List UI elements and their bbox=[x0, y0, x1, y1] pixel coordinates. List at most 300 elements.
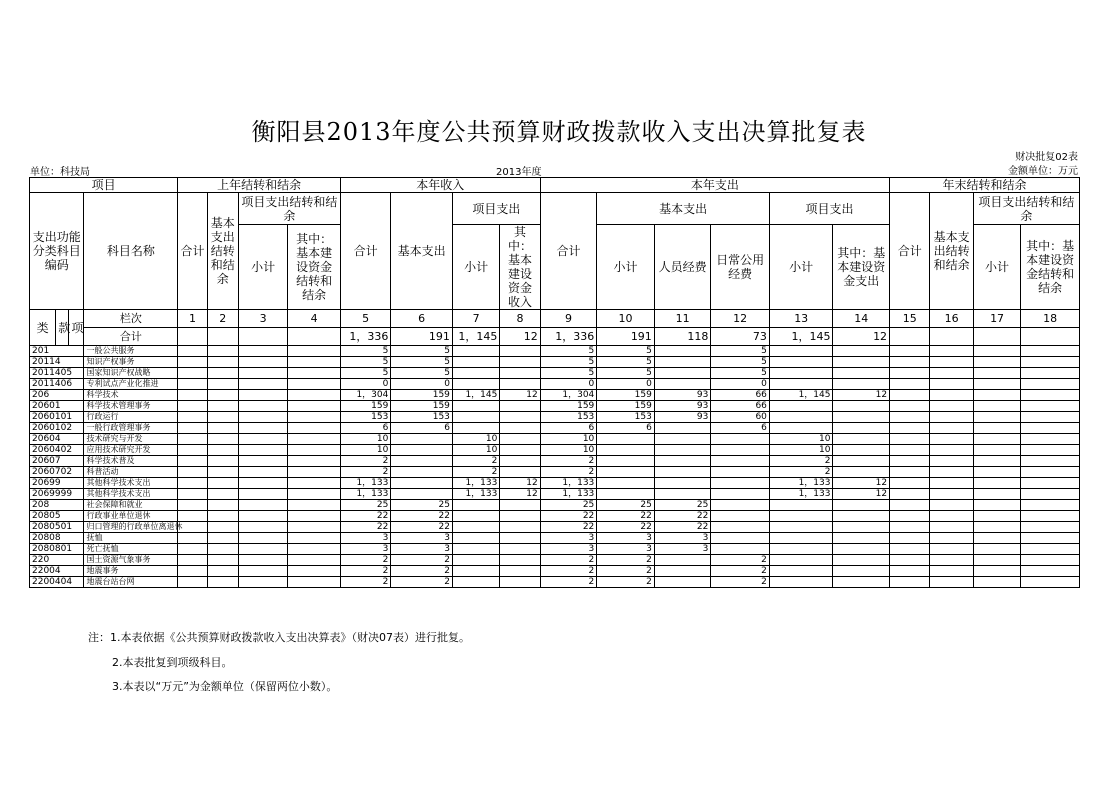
row-cell bbox=[500, 423, 540, 434]
row-cell bbox=[238, 368, 287, 379]
table-row bbox=[30, 423, 1080, 434]
row-cell bbox=[391, 456, 453, 467]
header-prev-balance: 上年结转和结余 bbox=[178, 178, 341, 193]
table-row bbox=[30, 346, 1080, 357]
row-cell bbox=[238, 555, 287, 566]
row-code: 206 bbox=[30, 390, 84, 401]
row-cell bbox=[973, 434, 1020, 445]
row-cell: 1，133 bbox=[540, 489, 597, 500]
row-cell: 153 bbox=[391, 412, 453, 423]
row-cell bbox=[452, 544, 499, 555]
row-cell: 22 bbox=[391, 511, 453, 522]
row-cell bbox=[238, 379, 287, 390]
row-cell bbox=[930, 555, 973, 566]
row-cell bbox=[597, 434, 655, 445]
row-cell bbox=[391, 434, 453, 445]
column-number-row bbox=[30, 310, 1080, 328]
row-cell bbox=[178, 434, 207, 445]
row-cell bbox=[452, 368, 499, 379]
header-personnel: 人员经费 bbox=[654, 225, 711, 310]
row-cell bbox=[452, 522, 499, 533]
page-title: 衡阳县2013年度公共预算财政拨款收入支出决算批复表 bbox=[251, 118, 867, 146]
row-cell: 22 bbox=[391, 522, 453, 533]
row-code: 2200404 bbox=[30, 577, 84, 588]
row-cell bbox=[391, 445, 453, 456]
row-code: 2060702 bbox=[30, 467, 84, 478]
row-cell: 93 bbox=[654, 412, 711, 423]
row-cell bbox=[207, 423, 238, 434]
table-row bbox=[30, 368, 1080, 379]
col-number: 1 bbox=[178, 310, 207, 328]
header-proj-balance-end: 项目支出结转和结余 bbox=[973, 193, 1079, 225]
total-cell bbox=[930, 328, 973, 346]
total-cell bbox=[890, 328, 930, 346]
row-cell bbox=[178, 555, 207, 566]
row-cell bbox=[654, 566, 711, 577]
row-subject-name: 社会保障和就业 bbox=[84, 500, 178, 511]
row-cell: 2 bbox=[340, 456, 390, 467]
row-cell: 2 bbox=[540, 555, 597, 566]
row-cell bbox=[654, 368, 711, 379]
row-cell: 10 bbox=[769, 434, 833, 445]
row-cell bbox=[769, 577, 833, 588]
row-cell bbox=[890, 522, 930, 533]
row-cell bbox=[500, 346, 540, 357]
row-cell: 2 bbox=[540, 577, 597, 588]
row-cell bbox=[654, 346, 711, 357]
total-cell: 1，336 bbox=[340, 328, 390, 346]
total-cell bbox=[238, 328, 287, 346]
row-subject-name: 科学技术普及 bbox=[84, 456, 178, 467]
row-cell bbox=[238, 445, 287, 456]
row-cell: 22 bbox=[597, 511, 655, 522]
row-subject-name: 地震台站台网 bbox=[84, 577, 178, 588]
row-cell bbox=[288, 412, 341, 423]
row-cell bbox=[973, 379, 1020, 390]
row-cell bbox=[288, 401, 341, 412]
total-cell: 12 bbox=[500, 328, 540, 346]
header-total-prev: 合计 bbox=[178, 193, 207, 310]
row-cell bbox=[597, 489, 655, 500]
row-cell bbox=[833, 522, 890, 533]
row-cell: 5 bbox=[540, 346, 597, 357]
total-row bbox=[30, 328, 1080, 346]
row-cell bbox=[654, 357, 711, 368]
row-cell bbox=[833, 401, 890, 412]
row-cell bbox=[452, 346, 499, 357]
total-cell bbox=[178, 328, 207, 346]
row-cell bbox=[238, 544, 287, 555]
row-cell bbox=[930, 577, 973, 588]
row-cell bbox=[930, 533, 973, 544]
row-code: 201 bbox=[30, 346, 84, 357]
row-code: 2080801 bbox=[30, 544, 84, 555]
row-cell bbox=[288, 533, 341, 544]
row-cell bbox=[288, 555, 341, 566]
row-cell bbox=[500, 434, 540, 445]
note-3: 3.本表以“万元”为金额单位（保留两位小数）。 bbox=[112, 680, 338, 693]
row-cell: 1，304 bbox=[540, 390, 597, 401]
row-cell bbox=[769, 511, 833, 522]
row-cell: 5 bbox=[391, 357, 453, 368]
table-row bbox=[30, 544, 1080, 555]
row-cell bbox=[207, 368, 238, 379]
row-cell bbox=[833, 467, 890, 478]
row-cell bbox=[288, 522, 341, 533]
total-label: 合计 bbox=[84, 328, 178, 346]
row-cell bbox=[833, 434, 890, 445]
row-cell: 66 bbox=[711, 390, 770, 401]
row-cell bbox=[654, 577, 711, 588]
row-cell bbox=[769, 346, 833, 357]
row-code: 2011406 bbox=[30, 379, 84, 390]
row-cell bbox=[500, 511, 540, 522]
row-cell bbox=[1021, 445, 1080, 456]
header-end-balance: 年末结转和结余 bbox=[890, 178, 1080, 193]
row-cell bbox=[178, 401, 207, 412]
row-cell: 2 bbox=[711, 555, 770, 566]
header-row-1 bbox=[30, 178, 1080, 193]
table-row bbox=[30, 467, 1080, 478]
header-capital-balance-end: 其中：基本建设资金结转和结余 bbox=[1021, 225, 1080, 310]
row-cell: 2 bbox=[452, 456, 499, 467]
row-cell bbox=[178, 423, 207, 434]
row-cell bbox=[930, 412, 973, 423]
total-cell: 73 bbox=[711, 328, 770, 346]
row-cell bbox=[930, 379, 973, 390]
row-cell bbox=[890, 544, 930, 555]
row-cell bbox=[1021, 566, 1080, 577]
row-cell bbox=[1021, 478, 1080, 489]
row-cell bbox=[452, 511, 499, 522]
total-cell: 118 bbox=[654, 328, 711, 346]
row-subject-name: 其他科学技术支出 bbox=[84, 478, 178, 489]
row-cell bbox=[207, 379, 238, 390]
header-func-code: 支出功能分类科目编码 bbox=[30, 193, 84, 310]
row-code: 20699 bbox=[30, 478, 84, 489]
row-cell: 2 bbox=[540, 456, 597, 467]
row-cell bbox=[890, 500, 930, 511]
row-cell: 5 bbox=[597, 368, 655, 379]
row-cell: 1，133 bbox=[540, 478, 597, 489]
row-cell: 22 bbox=[340, 511, 390, 522]
row-cell bbox=[654, 456, 711, 467]
row-cell: 1，133 bbox=[452, 478, 499, 489]
row-cell bbox=[973, 467, 1020, 478]
row-cell bbox=[178, 478, 207, 489]
row-cell bbox=[711, 434, 770, 445]
row-cell: 25 bbox=[597, 500, 655, 511]
year-label: 2013年度 bbox=[496, 167, 542, 178]
col-number: 17 bbox=[973, 310, 1020, 328]
row-code: 2011405 bbox=[30, 368, 84, 379]
table-row bbox=[30, 379, 1080, 390]
row-cell bbox=[238, 478, 287, 489]
header-basic-expense: 基本支出 bbox=[597, 193, 770, 225]
header-basic-balance-prev: 基本支出结转和结余 bbox=[207, 193, 238, 310]
row-cell: 0 bbox=[597, 379, 655, 390]
row-cell: 1，145 bbox=[769, 390, 833, 401]
row-cell bbox=[1021, 467, 1080, 478]
row-cell bbox=[930, 467, 973, 478]
col-number: 12 bbox=[711, 310, 770, 328]
row-cell bbox=[930, 357, 973, 368]
row-cell bbox=[207, 434, 238, 445]
row-subject-name: 知识产权事务 bbox=[84, 357, 178, 368]
row-cell bbox=[1021, 401, 1080, 412]
total-cell bbox=[288, 328, 341, 346]
row-cell bbox=[452, 566, 499, 577]
col-number: 5 bbox=[340, 310, 390, 328]
row-subject-name: 一般行政管理事务 bbox=[84, 423, 178, 434]
row-cell: 0 bbox=[340, 379, 390, 390]
row-cell bbox=[500, 566, 540, 577]
header-row-2 bbox=[30, 193, 1080, 225]
row-cell bbox=[973, 401, 1020, 412]
row-cell: 6 bbox=[540, 423, 597, 434]
row-cell bbox=[973, 555, 1020, 566]
table-row bbox=[30, 478, 1080, 489]
total-cell bbox=[1021, 328, 1080, 346]
row-cell bbox=[769, 533, 833, 544]
row-cell bbox=[288, 368, 341, 379]
table-row bbox=[30, 390, 1080, 401]
row-cell bbox=[973, 566, 1020, 577]
row-code: 20808 bbox=[30, 533, 84, 544]
row-cell bbox=[452, 500, 499, 511]
table-row bbox=[30, 522, 1080, 533]
total-cell bbox=[207, 328, 238, 346]
row-cell: 2 bbox=[597, 577, 655, 588]
row-cell bbox=[452, 577, 499, 588]
row-cell bbox=[288, 379, 341, 390]
row-cell bbox=[1021, 357, 1080, 368]
row-cell bbox=[500, 467, 540, 478]
row-cell bbox=[238, 522, 287, 533]
row-cell bbox=[890, 379, 930, 390]
row-cell bbox=[207, 401, 238, 412]
row-cell bbox=[1021, 489, 1080, 500]
row-cell bbox=[890, 423, 930, 434]
row-cell bbox=[1021, 577, 1080, 588]
row-cell bbox=[833, 357, 890, 368]
row-cell bbox=[452, 412, 499, 423]
row-cell bbox=[500, 522, 540, 533]
row-cell bbox=[769, 412, 833, 423]
row-cell bbox=[207, 390, 238, 401]
row-subject-name: 科学技术管理事务 bbox=[84, 401, 178, 412]
row-cell bbox=[833, 500, 890, 511]
row-code: 2080501 bbox=[30, 522, 84, 533]
table-row bbox=[30, 511, 1080, 522]
row-cell bbox=[500, 544, 540, 555]
row-subject-name: 死亡抚恤 bbox=[84, 544, 178, 555]
row-cell: 22 bbox=[540, 511, 597, 522]
row-cell bbox=[890, 390, 930, 401]
row-cell: 5 bbox=[540, 357, 597, 368]
row-cell bbox=[288, 478, 341, 489]
row-cell bbox=[769, 555, 833, 566]
row-subject-name: 技术研究与开发 bbox=[84, 434, 178, 445]
header-total-end: 合计 bbox=[890, 193, 930, 310]
row-cell bbox=[654, 379, 711, 390]
row-subject-name: 应用技术研究开发 bbox=[84, 445, 178, 456]
row-cell bbox=[178, 445, 207, 456]
row-cell bbox=[207, 489, 238, 500]
row-cell bbox=[391, 467, 453, 478]
row-cell bbox=[890, 445, 930, 456]
row-cell bbox=[890, 467, 930, 478]
row-cell: 12 bbox=[500, 478, 540, 489]
header-capital-balance-prev: 其中：基本建设资金结转和结余 bbox=[288, 225, 341, 310]
table-row bbox=[30, 566, 1080, 577]
row-cell: 5 bbox=[711, 357, 770, 368]
row-code: 2060101 bbox=[30, 412, 84, 423]
row-code: 20607 bbox=[30, 456, 84, 467]
row-cell: 6 bbox=[711, 423, 770, 434]
row-cell bbox=[238, 511, 287, 522]
header-subtotal-income: 小计 bbox=[452, 225, 499, 310]
row-cell: 159 bbox=[540, 401, 597, 412]
row-cell bbox=[238, 577, 287, 588]
row-cell bbox=[288, 566, 341, 577]
row-cell: 2 bbox=[711, 566, 770, 577]
row-cell: 93 bbox=[654, 401, 711, 412]
row-cell: 3 bbox=[654, 544, 711, 555]
total-cell: 1，145 bbox=[452, 328, 499, 346]
row-cell: 3 bbox=[340, 544, 390, 555]
row-cell bbox=[1021, 412, 1080, 423]
header-total-income: 合计 bbox=[340, 193, 390, 310]
row-cell bbox=[973, 412, 1020, 423]
row-cell bbox=[238, 533, 287, 544]
row-cell: 5 bbox=[340, 357, 390, 368]
row-cell: 159 bbox=[597, 390, 655, 401]
row-cell bbox=[890, 555, 930, 566]
row-cell: 12 bbox=[500, 489, 540, 500]
row-cell bbox=[711, 478, 770, 489]
row-cell bbox=[833, 544, 890, 555]
col-number: 11 bbox=[654, 310, 711, 328]
row-cell: 3 bbox=[391, 544, 453, 555]
row-subject-name: 其他科学技术支出 bbox=[84, 489, 178, 500]
table-row bbox=[30, 357, 1080, 368]
row-cell bbox=[930, 445, 973, 456]
row-cell bbox=[500, 456, 540, 467]
row-cell: 12 bbox=[833, 390, 890, 401]
row-cell bbox=[1021, 423, 1080, 434]
total-cell: 1，145 bbox=[769, 328, 833, 346]
row-cell bbox=[178, 566, 207, 577]
row-cell: 22 bbox=[654, 511, 711, 522]
row-cell bbox=[833, 555, 890, 566]
row-cell bbox=[1021, 346, 1080, 357]
row-cell bbox=[769, 379, 833, 390]
row-cell bbox=[207, 500, 238, 511]
total-cell: 191 bbox=[391, 328, 453, 346]
row-cell: 2 bbox=[452, 467, 499, 478]
row-cell: 6 bbox=[597, 423, 655, 434]
header-capital-exp: 其中：基本建设资金支出 bbox=[833, 225, 890, 310]
row-cell bbox=[930, 456, 973, 467]
unit-label: 单位：科技局 bbox=[30, 167, 90, 178]
row-cell: 5 bbox=[597, 346, 655, 357]
row-cell bbox=[769, 401, 833, 412]
table-row bbox=[30, 500, 1080, 511]
row-cell: 2 bbox=[340, 566, 390, 577]
row-cell: 22 bbox=[597, 522, 655, 533]
col-number: 7 bbox=[452, 310, 499, 328]
header-subtotal-basic: 小计 bbox=[597, 225, 655, 310]
row-cell: 3 bbox=[340, 533, 390, 544]
row-cell: 2 bbox=[391, 555, 453, 566]
row-cell: 10 bbox=[340, 434, 390, 445]
row-cell bbox=[930, 434, 973, 445]
row-subject-name: 归口管理的行政单位离退休 bbox=[84, 522, 178, 533]
row-cell: 12 bbox=[833, 478, 890, 489]
header-basic-income: 基本支出 bbox=[391, 193, 453, 310]
row-cell bbox=[973, 368, 1020, 379]
row-cell bbox=[711, 533, 770, 544]
row-cell bbox=[711, 500, 770, 511]
row-cell bbox=[769, 544, 833, 555]
row-cell bbox=[452, 357, 499, 368]
row-cell: 1，133 bbox=[340, 478, 390, 489]
row-cell bbox=[973, 346, 1020, 357]
row-cell bbox=[711, 489, 770, 500]
header-proj-expense: 项目支出 bbox=[769, 193, 889, 225]
row-subject-name: 地震事务 bbox=[84, 566, 178, 577]
row-cell bbox=[288, 544, 341, 555]
row-cell bbox=[973, 489, 1020, 500]
row-cell bbox=[930, 489, 973, 500]
row-cell bbox=[288, 511, 341, 522]
row-cell: 12 bbox=[833, 489, 890, 500]
row-cell bbox=[1021, 544, 1080, 555]
col-number: 6 bbox=[391, 310, 453, 328]
row-cell bbox=[178, 412, 207, 423]
row-cell: 5 bbox=[391, 368, 453, 379]
header-proj-income: 项目支出 bbox=[452, 193, 540, 225]
row-cell bbox=[654, 489, 711, 500]
row-cell bbox=[178, 357, 207, 368]
row-cell: 1，133 bbox=[452, 489, 499, 500]
row-cell bbox=[500, 445, 540, 456]
row-cell bbox=[890, 533, 930, 544]
row-cell bbox=[178, 390, 207, 401]
row-cell: 2 bbox=[340, 555, 390, 566]
table-row bbox=[30, 434, 1080, 445]
row-cell: 25 bbox=[654, 500, 711, 511]
row-cell bbox=[207, 511, 238, 522]
total-cell bbox=[973, 328, 1020, 346]
row-cell bbox=[1021, 533, 1080, 544]
header-lanci: 栏次 bbox=[84, 310, 178, 328]
row-cell bbox=[973, 522, 1020, 533]
row-subject-name: 国土资源气象事务 bbox=[84, 555, 178, 566]
table-row bbox=[30, 533, 1080, 544]
row-cell bbox=[178, 467, 207, 478]
row-cell bbox=[178, 544, 207, 555]
row-cell: 10 bbox=[540, 445, 597, 456]
row-cell: 153 bbox=[540, 412, 597, 423]
header-lei: 类 bbox=[30, 310, 56, 346]
row-cell: 6 bbox=[391, 423, 453, 434]
row-cell: 2 bbox=[540, 566, 597, 577]
row-cell: 3 bbox=[391, 533, 453, 544]
row-cell bbox=[207, 412, 238, 423]
row-cell bbox=[890, 478, 930, 489]
